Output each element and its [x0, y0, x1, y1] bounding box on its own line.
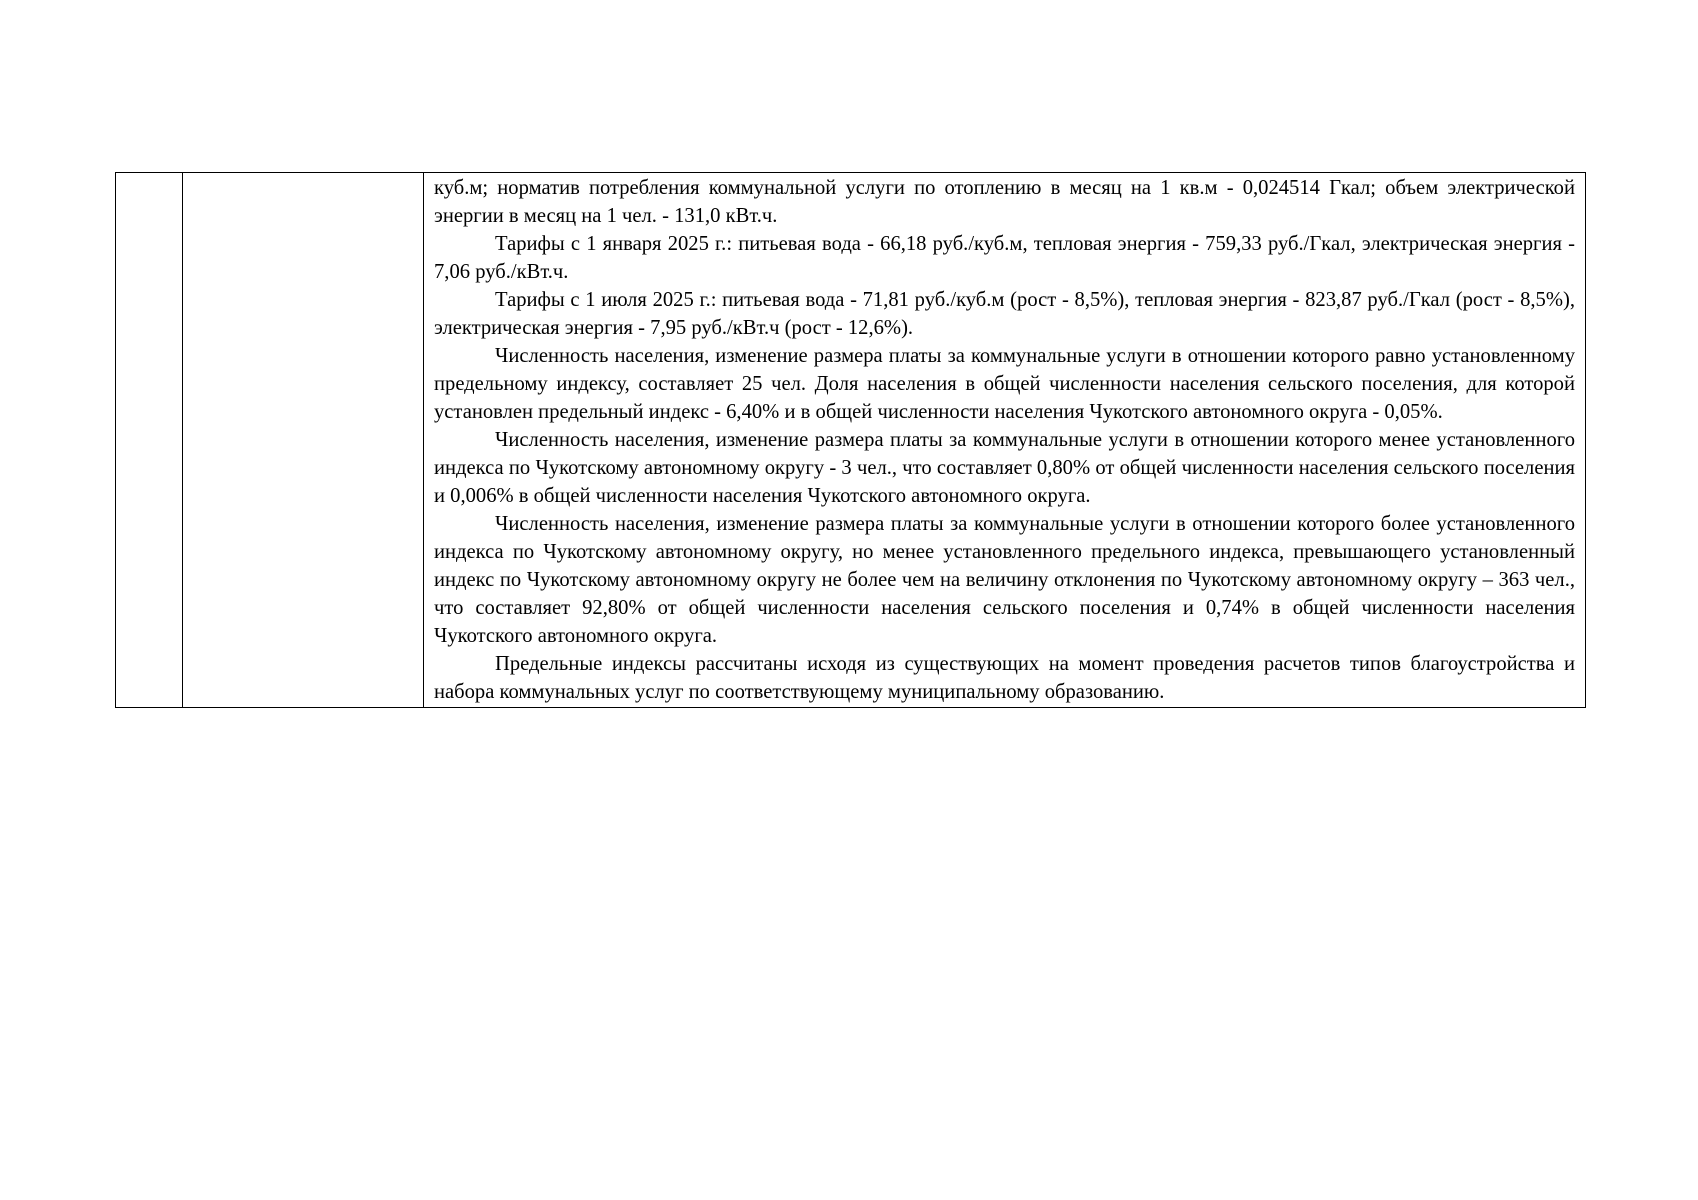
- table-cell-content: [424, 173, 1586, 708]
- paragraph-tariffs-january: Тарифы с 1 января 2025 г.: питьевая вода - 66,18 руб./куб.м, тепловая энергия - 759,33 руб./Гкал, электрическая энергия - 7,06 руб./кВт.ч.: [434, 233, 1575, 283]
- paragraph-population-equal: Численность населения, изменение размера платы за коммунальные услуги в отношении которого равно установленному предельному индексу, составляет 25 чел. Доля населения в общей численности населения сельского поселения, для которой установлен предельный индекс - 6,40% и в общей численности населения Чукотского автономного округа - 0,05%.: [434, 345, 1575, 423]
- table-cell-name: [183, 173, 424, 708]
- paragraph-continuation: куб.м; норматив потребления коммунальной услуги по отоплению в месяц на 1 кв.м - 0,024514 Гкал; объем электрической энергии в месяц на 1 чел. - 131,0 кВт.ч.: [434, 177, 1575, 227]
- paragraph-population-more: Численность населения, изменение размера платы за коммунальные услуги в отношении которого более установленного индекса по Чукотскому автономному округу, но менее установленного предельного индекса, превышающего установленный индекс по Чукотскому автономному округу не более чем на величину отклонения по Чукотскому автономному округу – 363 чел., что составляет 92,80% от общей численности населения сельского поселения и 0,74% в общей численности населения Чукотского автономного округа.: [434, 513, 1575, 647]
- paragraph-tariffs-july: Тарифы с 1 июля 2025 г.: питьевая вода - 71,81 руб./куб.м (рост - 8,5%), тепловая энергия - 823,87 руб./Гкал (рост - 8,5%), электрическая энергия - 7,95 руб./кВт.ч (рост - 12,6%).: [434, 289, 1575, 339]
- table-row: [116, 173, 1586, 708]
- paragraph-indices-basis: Предельные индексы рассчитаны исходя из существующих на момент проведения расчетов типов благоустройства и набора коммунальных услуг по соответствующему муниципальному образованию.: [434, 653, 1575, 703]
- paragraph-population-less: Численность населения, изменение размера платы за коммунальные услуги в отношении которого менее установленного индекса по Чукотскому автономному округу - 3 чел., что составляет 0,80% от общей численности населения сельского поселения и 0,006% в общей численности населения Чукотского автономного округа.: [434, 429, 1575, 507]
- table-cell-number: [116, 173, 183, 708]
- document-table: [115, 172, 1586, 708]
